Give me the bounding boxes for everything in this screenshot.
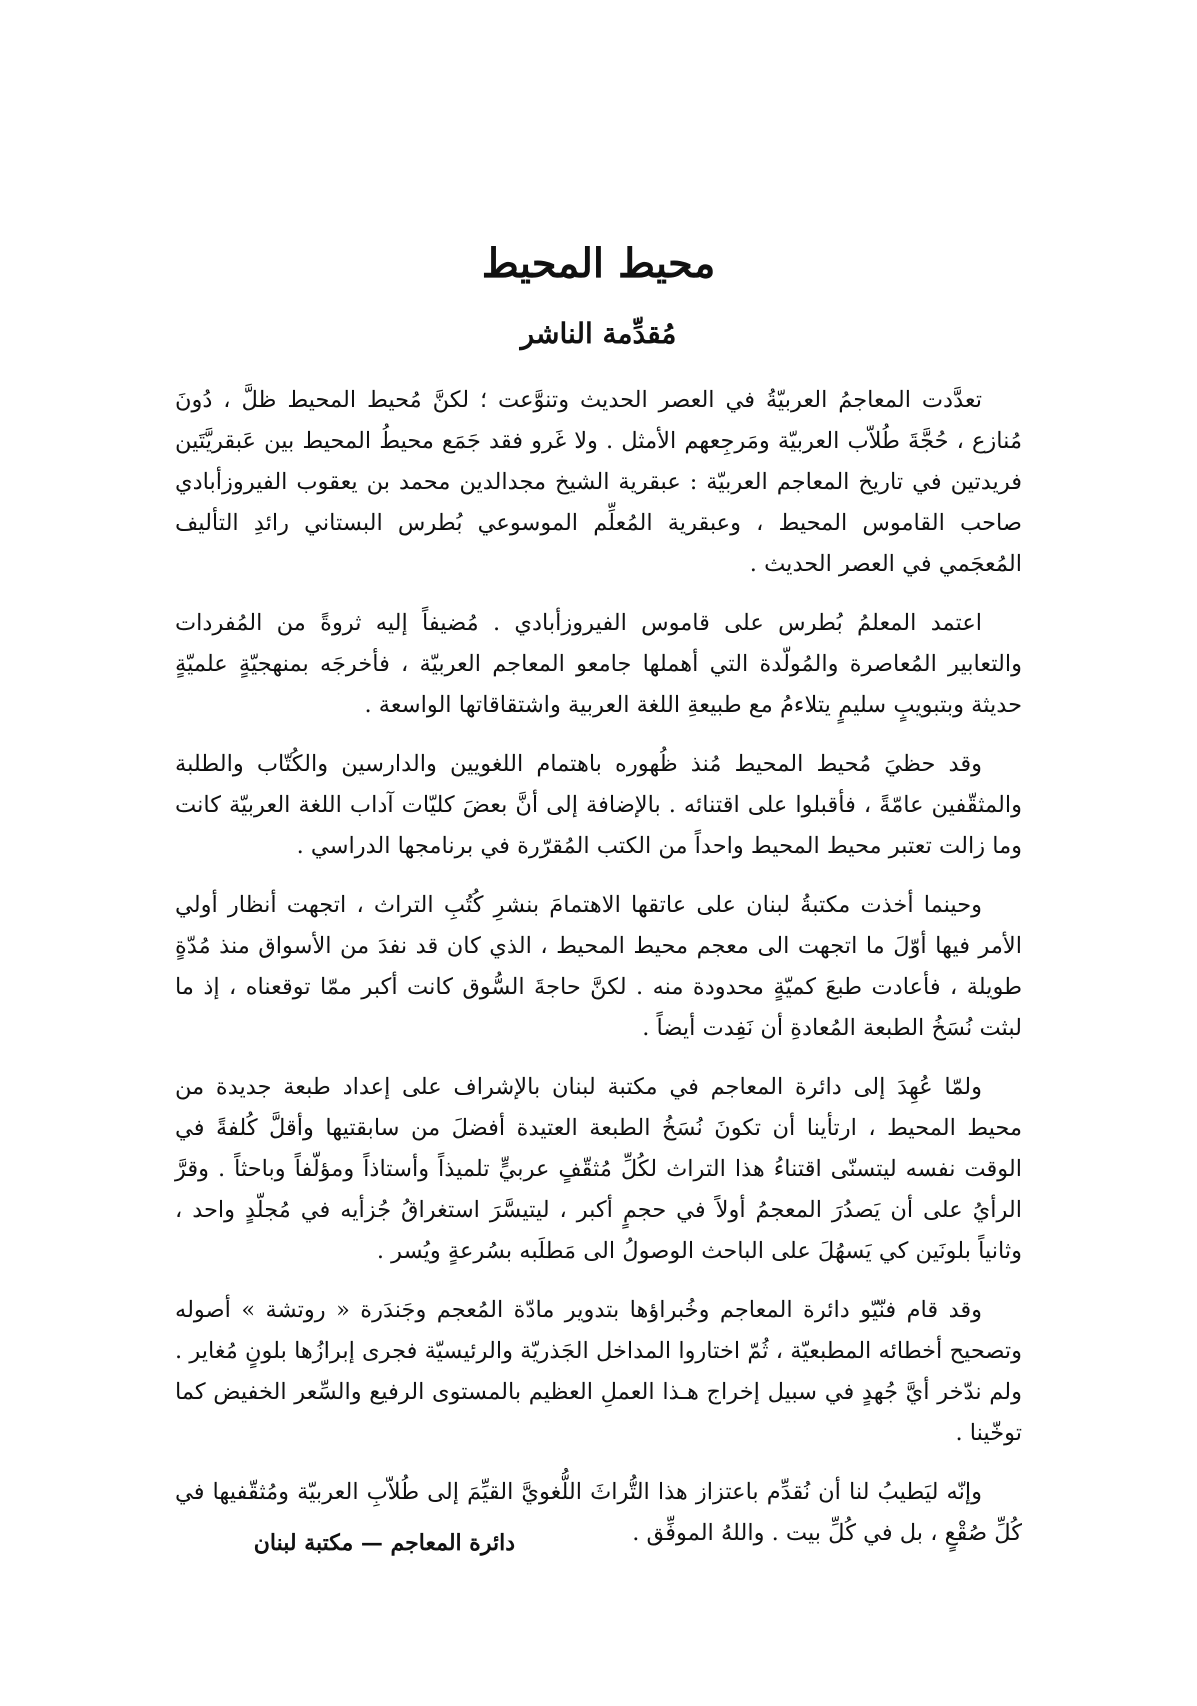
- page-subtitle: مُقدِّمة الناشر: [520, 317, 677, 350]
- paragraph-2: اعتمد المعلمُ بُطرس على قاموس الفيروزأبادي . مُضيفاً إليه ثروةً من المُفردات والتعابير المُعاصرة والمُولّدة التي أهملها جامعو المعاجم العربيّة ، فأخرجَه بمنهجيّةٍ علميّةٍ حديثة وبتبويبٍ سليمٍ يتلاءمُ مع طبيعةِ اللغة العربية واشتقاقاتها الواسعة .: [175, 610, 1022, 718]
- page-title: محيط المحيط: [481, 240, 716, 287]
- paragraph-4: وحينما أخذت مكتبةُ لبنان على عاتقها الاهتمامَ بنشرِ كُتُبِ التراث ، اتجهت أنظار أولي الأمر فيها أوّلَ ما اتجهت الى معجم محيط المحيط ، الذي كان قد نفدَ من الأسواق منذ مُدّةٍ طويلة ، فأعادت طبعَ كميّةٍ محدودة منه . لكنَّ حاجةَ السُّوق كانت أكبر ممّا توقعناه ، إذ ما لبثت نُسَخُ الطبعة المُعادةِ أن نَفِدت أيضاً .: [175, 892, 1022, 1041]
- body-text: [175, 380, 1022, 1572]
- paragraph-5: ولمّا عُهِدَ إلى دائرة المعاجم في مكتبة لبنان بالإشراف على إعداد طبعة جديدة من محيط المحيط ، ارتأينا أن تكونَ نُسَخُ الطبعة العتيدة أفضلَ من سابقتيها وأقلَّ كُلفةً في الوقت نفسه ليتسنّى اقتناءُ هذا التراث لكُلِّ مُثقّفٍ عربيٍّ تلميذاً وأستاذاً ومؤلّفاً وباحثاً . وقرَّ الرأيُ على أن يَصدُرَ المعجمُ أولاً في حجمٍ أكبر ، ليتيسَّرَ استغراقُ جُزأيه في مُجلّدٍ واحد ، وثانياً بلونَين كي يَسهُلَ على الباحث الوصولُ الى مَطلَبه بسُرعةٍ ويُسر .: [175, 1074, 1022, 1264]
- paragraph-1: تعدَّدت المعاجمُ العربيّةُ في العصر الحديث وتنوَّعت ؛ لكنَّ مُحيط المحيط ظلَّ ، دُونَ مُنازع ، حُجَّةَ طُلاّب العربيّة ومَرجِعهم الأمثل . ولا غَرو فقد جَمَع محيطُ المحيط بين عَبقريَّتَين فريدتين في تاريخ المعاجم العربيّة : عبقرية الشيخ مجدالدين محمد بن يعقوب الفيروزأبادي صاحب القاموس المحيط ، وعبقرية المُعلِّم الموسوعي بُطرس البستاني رائدِ التأليف المُعجَمي في العصر الحديث .: [175, 387, 1023, 577]
- paragraph-7: وإنّه ليَطيبُ لنا أن نُقدِّم باعتزاز هذا التُّراثَ اللُّغويَّ القيِّمَ إلى طُلاّبِ العربيّة ومُثقّفيها في كُلِّ صُقْعٍ ، بل في كُلِّ بيت . واللهُ الموفِّق .: [175, 1479, 1022, 1546]
- paragraph-6: وقد قام فنّيّو دائرة المعاجم وخُبراؤها بتدوير مادّة المُعجم وجَندَرة « روتشة » أصوله وتصحيح أخطائه المطبعيّة ، ثُمّ اختاروا المداخل الجَذريّة والرئيسيّة فجرى إبرازُها بلونٍ مُغاير . ولم ندّخر أيَّ جُهدٍ في سبيل إخراج هـذا العملِ العظيم بالمستوى الرفيع والسِّعر الخفيض كما توخّينا .: [175, 1297, 1022, 1446]
- paragraph-3: وقد حظيَ مُحيط المحيط مُنذ ظُهوره باهتمام اللغويين والدارسين والكُتّاب والطلبة والمثقّفين عامّةً ، فأقبلوا على اقتنائه . بالإضافة إلى أنَّ بعضَ كليّات آداب اللغة العربيّة كانت وما زالت تعتبر محيط المحيط واحداً من الكتب المُقرّرة في برنامجها الدراسي .: [175, 751, 1022, 859]
- publisher-signature: دائرة المعاجم — مكتبة لبنان: [253, 1530, 515, 1556]
